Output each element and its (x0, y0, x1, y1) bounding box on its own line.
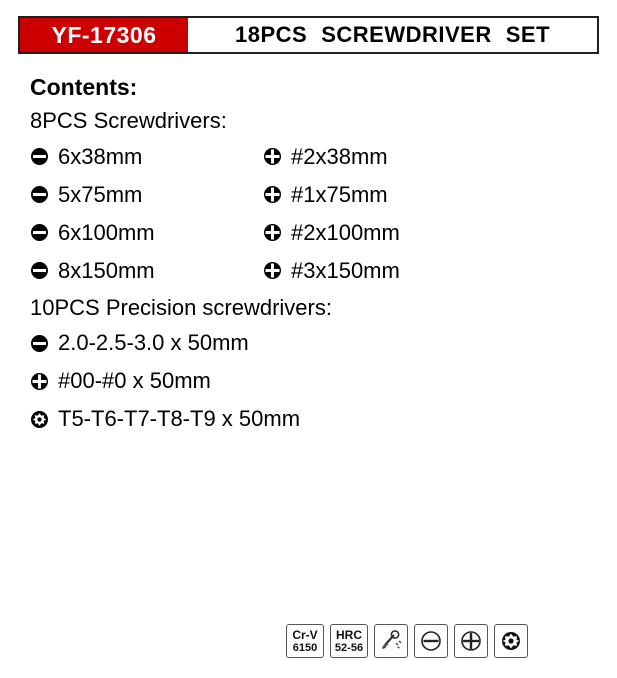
torx-head-icon (494, 624, 528, 658)
title-part-count: 18PCS (234, 22, 308, 47)
list-item (30, 138, 263, 176)
slotted-head-icon (414, 624, 448, 658)
list-item (263, 176, 590, 214)
list-item-label: T5-T6-T7-T8-T9 x 50mm (58, 406, 301, 432)
header-bar (18, 16, 599, 54)
screwdriver-list (30, 138, 590, 290)
list-item-label: #1x75mm (291, 181, 388, 207)
phillips-icon (263, 223, 282, 242)
crv-badge-line1: Cr-V (292, 627, 318, 642)
phillips-icon (263, 147, 282, 166)
title-part-set: SET (505, 22, 551, 47)
list-item (30, 362, 590, 400)
footer-badges (286, 624, 528, 658)
list-item-label: #2x100mm (291, 219, 400, 245)
phillips-icon (263, 261, 282, 280)
slotted-icon (30, 223, 49, 242)
product-code: YF-17306 (20, 18, 188, 52)
crv-badge-line2: 6150 (292, 641, 318, 654)
magnetic-tip-icon (374, 624, 408, 658)
crv-material-badge (286, 624, 324, 658)
list-item (30, 400, 590, 438)
phillips-head-icon (454, 624, 488, 658)
slotted-icon (30, 185, 49, 204)
slotted-icon (30, 261, 49, 280)
contents-heading: Contents: (30, 74, 138, 100)
list-item (263, 252, 590, 290)
list-item (263, 214, 590, 252)
title-part-type: SCREWDRIVER (321, 22, 492, 47)
hrc-badge-line1: HRC (336, 627, 362, 642)
torx-icon (30, 410, 49, 429)
list-item-label: #2x38mm (291, 143, 388, 169)
list-item-label: 2.0-2.5-3.0 x 50mm (58, 330, 249, 356)
page-title (188, 18, 597, 52)
hardness-badge (330, 624, 368, 658)
slotted-icon (30, 334, 49, 353)
hrc-badge-line2: 52-56 (334, 641, 364, 654)
contents-section (30, 74, 590, 438)
list-item (30, 252, 263, 290)
list-item (30, 324, 590, 362)
list-item-label: 8x150mm (58, 257, 155, 283)
list-item-label: 6x100mm (58, 219, 155, 245)
list-item-label: #3x150mm (291, 257, 400, 283)
precision-screwdriver-list (30, 324, 590, 438)
list-item (30, 214, 263, 252)
list-item (263, 138, 590, 176)
phillips-icon (263, 185, 282, 204)
section2-label: 10PCS Precision screwdrivers: (30, 294, 332, 320)
list-item-label: 5x75mm (58, 181, 143, 207)
list-item (30, 176, 263, 214)
section1-label: 8PCS Screwdrivers: (30, 108, 227, 134)
slotted-icon (30, 147, 49, 166)
list-item-label: 6x38mm (58, 143, 143, 169)
list-item-label: #00-#0 x 50mm (58, 368, 211, 394)
phillips-icon (30, 372, 49, 391)
